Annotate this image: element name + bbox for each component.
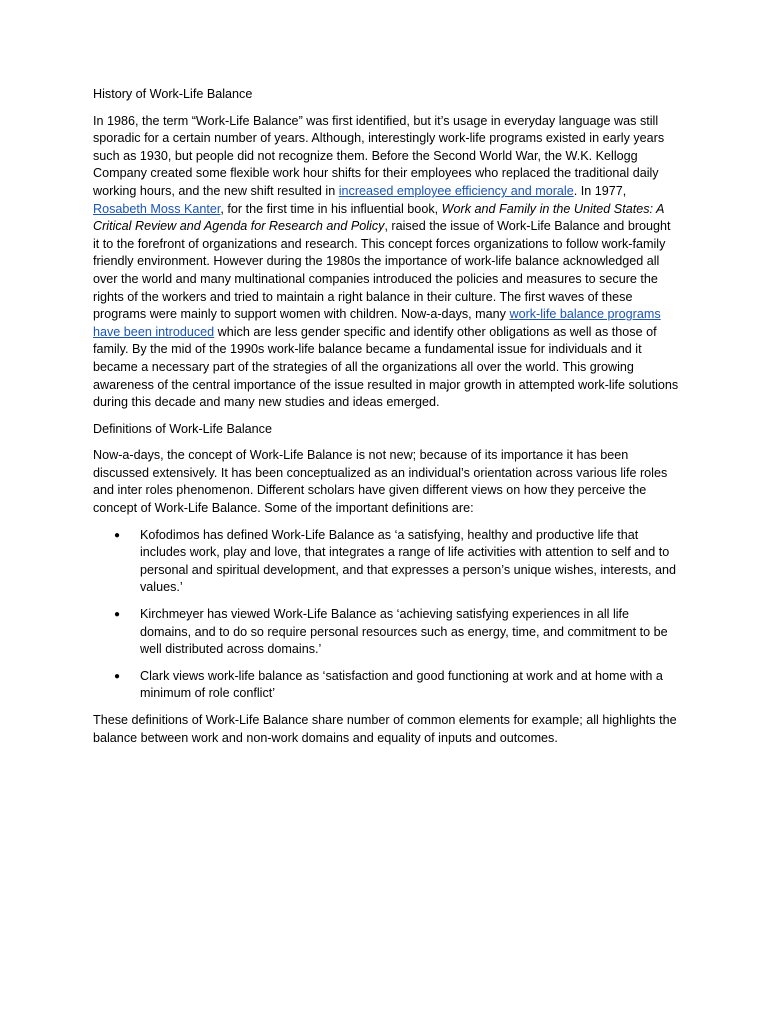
document-page	[93, 86, 679, 756]
definition-text: Kirchmeyer has viewed Work-Life Balance as ‘achieving satisfying experiences in all life domains, and to do so require personal resources such as energy, time, and commitment to be well distributed across domains.’	[140, 607, 668, 657]
definition-item-kirchmeyer	[93, 606, 679, 659]
definition-item-clark	[93, 668, 679, 703]
definition-text: Kofodimos has defined Work-Life Balance as ‘a satisfying, healthy and productive life that includes work, play and love, that integrates a range of life activities with attention to self and to personal and spiritual development, and that expresses a person’s unique wishes, interests, and values.’	[140, 527, 677, 595]
history-text-e: which are less gender specific and identify other obligations as well as those of family. By the mid of the 1990s work-life balance became a fundamental issue for individuals and it became a necessary part of the strategies of all the organizations all over the world. This growing awareness of the central importance of the issue resulted in major growth in attempted work-life solutions during this decade and many new studies and ideas emerged.	[93, 324, 679, 410]
bullet-icon: ●	[114, 529, 121, 541]
efficiency-morale-link[interactable]: increased employee efficiency and morale	[338, 183, 574, 198]
history-text-b: . In 1977,	[573, 183, 627, 198]
definition-item-kofodimos	[93, 527, 679, 597]
kanter-link[interactable]: Rosabeth Moss Kanter	[93, 201, 221, 216]
definitions-intro: Now-a-days, the concept of Work-Life Balance is not new; because of its importance it has been discussed extensively. It has been conceptualized as an individual’s orientation across various life roles and inter roles phenomenon. Different scholars have given different views on how they perceive the concept of Work-Life Balance. Some of the important definitions are:	[93, 448, 668, 516]
definition-text: Clark views work-life balance as ‘satisfaction and good functioning at work and at home with a minimum of role conflict’	[140, 668, 663, 701]
history-text-a: In 1986, the term “Work-Life Balance” was first identified, but it’s usage in everyday language was still sporadic for a certain number of years. Although, interestingly work-life programs existed in early years such as 1930, but people did not recognize them. Before the Second World War, the W.K. Kellogg Company created some flexible work hour shifts for their employees who replaced the traditional daily working hours, and the new shift resulted in	[93, 113, 665, 198]
bullet-icon: ●	[114, 609, 121, 621]
definitions-heading: Definitions of Work-Life Balance	[93, 421, 272, 436]
history-heading: History of Work-Life Balance	[93, 87, 253, 101]
programs-introduced-link[interactable]: work-life balance programs have been introduced	[93, 307, 661, 339]
history-paragraph	[93, 113, 679, 412]
definitions-list	[93, 527, 679, 703]
history-text-d: , raised the issue of Work-Life Balance and brought it to the forefront of organizations and research. This concept forces organizations to follow work-family friendly environment. However during the 1980s the importance of work-life balance acknowledged all over the world and many multinational companies introduced the policies and measures to secure the rights of the workers and tried to maintain a right balance in their culture. The first waves of these programs were mainly to support women with children. Now-a-days, many	[93, 219, 671, 322]
bullet-icon: ●	[114, 670, 121, 682]
book-title: Work and Family in the United States: A Critical Review and Agenda for Research and Policy	[93, 201, 664, 234]
history-text-c: , for the first time in his influential book,	[220, 201, 442, 216]
definitions-conclusion: These definitions of Work-Life Balance share number of common elements for example; all highlights the balance between work and non-work domains and equality of inputs and outcomes.	[93, 713, 677, 745]
